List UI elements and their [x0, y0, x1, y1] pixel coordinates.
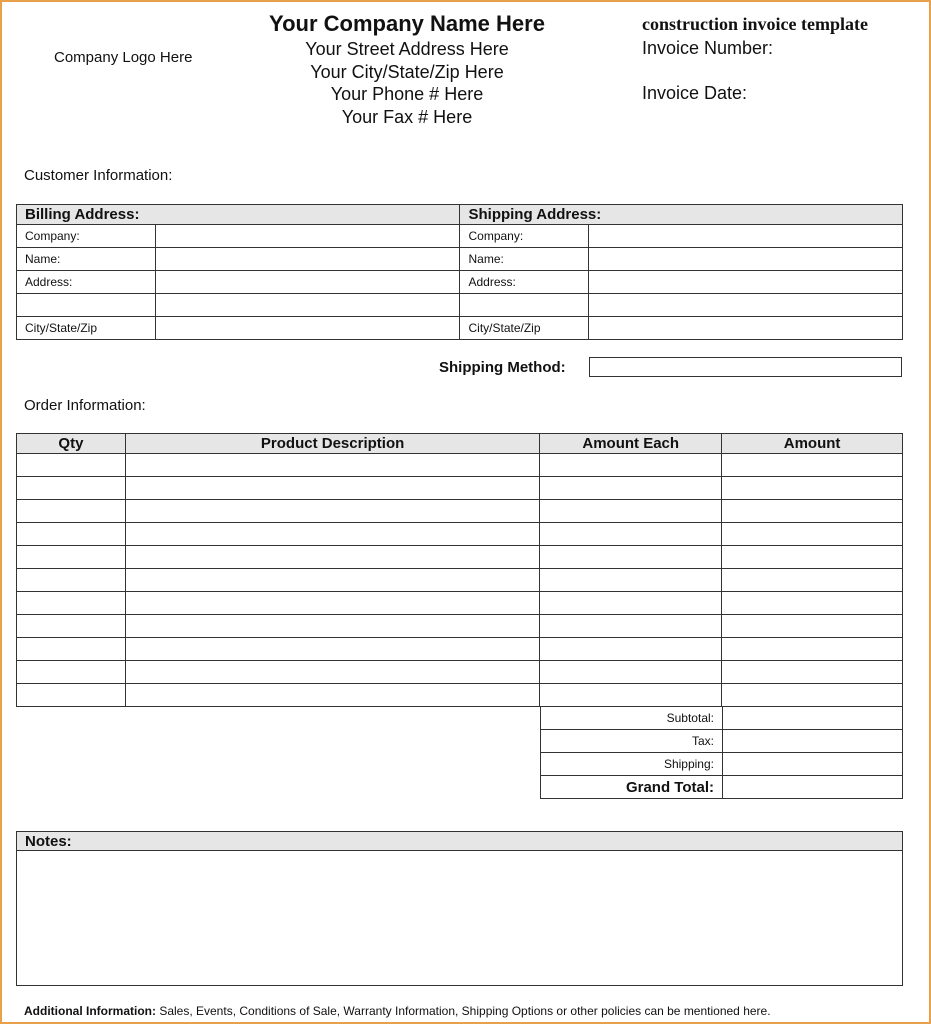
amount-each-cell[interactable]	[540, 523, 722, 546]
grand-total-value[interactable]	[723, 776, 903, 799]
qty-cell[interactable]	[17, 592, 126, 615]
amount-each-cell[interactable]	[540, 592, 722, 615]
order-row	[17, 638, 903, 661]
billing-field-value[interactable]	[155, 248, 460, 271]
company-logo-placeholder: Company Logo Here	[54, 49, 193, 66]
shipping-label: Shipping:	[541, 753, 723, 776]
product-description-cell[interactable]	[125, 661, 539, 684]
amount-cell[interactable]	[722, 684, 903, 707]
company-phone: Your Phone # Here	[330, 84, 484, 104]
amount-cell[interactable]	[722, 454, 903, 477]
address-row	[17, 248, 903, 271]
qty-cell[interactable]	[17, 523, 126, 546]
billing-field-value[interactable]	[155, 225, 460, 248]
billing-field-label: Address:	[17, 271, 156, 294]
order-row	[17, 592, 903, 615]
column-amount: Amount	[722, 434, 903, 454]
order-row	[17, 477, 903, 500]
shipping-value[interactable]	[723, 753, 903, 776]
company-block	[202, 10, 612, 128]
additional-information-text: Sales, Events, Conditions of Sale, Warranty Information, Shipping Options or other policies can be mentioned here.	[155, 1004, 771, 1018]
qty-cell[interactable]	[17, 477, 126, 500]
address-row	[17, 225, 903, 248]
shipping-field-value[interactable]	[589, 225, 903, 248]
amount-cell[interactable]	[722, 638, 903, 661]
billing-address-header: Billing Address:	[17, 205, 460, 225]
additional-information	[24, 1004, 771, 1018]
address-row	[17, 271, 903, 294]
amount-each-cell[interactable]	[540, 500, 722, 523]
product-description-cell[interactable]	[125, 592, 539, 615]
shipping-method-field[interactable]	[589, 357, 902, 377]
order-row	[17, 454, 903, 477]
amount-each-cell[interactable]	[540, 546, 722, 569]
amount-cell[interactable]	[722, 477, 903, 500]
order-info-label: Order Information:	[24, 397, 146, 414]
invoice-date-label: Invoice Date:	[642, 83, 748, 103]
qty-cell[interactable]	[17, 638, 126, 661]
product-description-cell[interactable]	[125, 477, 539, 500]
template-title: construction invoice template	[642, 14, 868, 34]
shipping-field-label	[460, 294, 589, 317]
totals-table	[540, 706, 903, 799]
qty-cell[interactable]	[17, 684, 126, 707]
product-description-cell[interactable]	[125, 500, 539, 523]
notes-header: Notes:	[17, 832, 902, 851]
amount-cell[interactable]	[722, 615, 903, 638]
notes-box[interactable]	[16, 831, 903, 986]
subtotal-label: Subtotal:	[541, 707, 723, 730]
product-description-cell[interactable]	[125, 569, 539, 592]
product-description-cell[interactable]	[125, 546, 539, 569]
billing-field-value[interactable]	[155, 317, 460, 340]
order-table	[16, 433, 903, 707]
order-row	[17, 661, 903, 684]
shipping-field-value[interactable]	[589, 317, 903, 340]
shipping-field-value[interactable]	[589, 271, 903, 294]
shipping-field-value[interactable]	[589, 248, 903, 271]
qty-cell[interactable]	[17, 500, 126, 523]
qty-cell[interactable]	[17, 569, 126, 592]
amount-each-cell[interactable]	[540, 477, 722, 500]
address-table	[16, 204, 903, 340]
column-qty: Qty	[17, 434, 126, 454]
customer-info-label: Customer Information:	[24, 167, 173, 184]
qty-cell[interactable]	[17, 615, 126, 638]
billing-field-label: City/State/Zip	[17, 317, 156, 340]
company-street: Your Street Address Here	[305, 39, 509, 59]
tax-label: Tax:	[541, 730, 723, 753]
product-description-cell[interactable]	[125, 523, 539, 546]
shipping-address-header: Shipping Address:	[460, 205, 903, 225]
amount-each-cell[interactable]	[540, 569, 722, 592]
qty-cell[interactable]	[17, 546, 126, 569]
shipping-field-value[interactable]	[589, 294, 903, 317]
column-product-description: Product Description	[125, 434, 539, 454]
amount-each-cell[interactable]	[540, 454, 722, 477]
shipping-field-label: Address:	[460, 271, 589, 294]
product-description-cell[interactable]	[125, 454, 539, 477]
shipping-field-label: Company:	[460, 225, 589, 248]
amount-each-cell[interactable]	[540, 638, 722, 661]
billing-field-value[interactable]	[155, 294, 460, 317]
amount-cell[interactable]	[722, 592, 903, 615]
column-amount-each: Amount Each	[540, 434, 722, 454]
tax-value[interactable]	[723, 730, 903, 753]
additional-information-label: Additional Information:	[24, 1004, 156, 1018]
amount-cell[interactable]	[722, 661, 903, 684]
address-row	[17, 317, 903, 340]
grand-total-label: Grand Total:	[541, 776, 723, 799]
billing-field-label: Company:	[17, 225, 156, 248]
amount-each-cell[interactable]	[540, 615, 722, 638]
shipping-field-label: Name:	[460, 248, 589, 271]
amount-cell[interactable]	[722, 523, 903, 546]
shipping-field-label: City/State/Zip	[460, 317, 589, 340]
amount-each-cell[interactable]	[540, 684, 722, 707]
invoice-number-label: Invoice Number:	[642, 38, 774, 58]
company-city-state-zip: Your City/State/Zip Here	[310, 61, 504, 82]
address-row	[17, 294, 903, 317]
billing-field-value[interactable]	[155, 271, 460, 294]
company-name: Your Company Name Here	[269, 11, 545, 36]
qty-cell[interactable]	[17, 454, 126, 477]
order-row	[17, 615, 903, 638]
product-description-cell[interactable]	[125, 615, 539, 638]
amount-cell[interactable]	[722, 569, 903, 592]
billing-field-label	[17, 294, 156, 317]
billing-field-label: Name:	[17, 248, 156, 271]
product-description-cell[interactable]	[125, 684, 539, 707]
order-row	[17, 523, 903, 546]
subtotal-value[interactable]	[723, 707, 903, 730]
order-row	[17, 684, 903, 707]
product-description-cell[interactable]	[125, 638, 539, 661]
order-row	[17, 500, 903, 523]
order-row	[17, 546, 903, 569]
order-row	[17, 569, 903, 592]
amount-cell[interactable]	[722, 546, 903, 569]
amount-each-cell[interactable]	[540, 661, 722, 684]
shipping-method-label: Shipping Method:	[439, 359, 566, 376]
amount-cell[interactable]	[722, 500, 903, 523]
company-fax: Your Fax # Here	[341, 106, 473, 127]
qty-cell[interactable]	[17, 661, 126, 684]
